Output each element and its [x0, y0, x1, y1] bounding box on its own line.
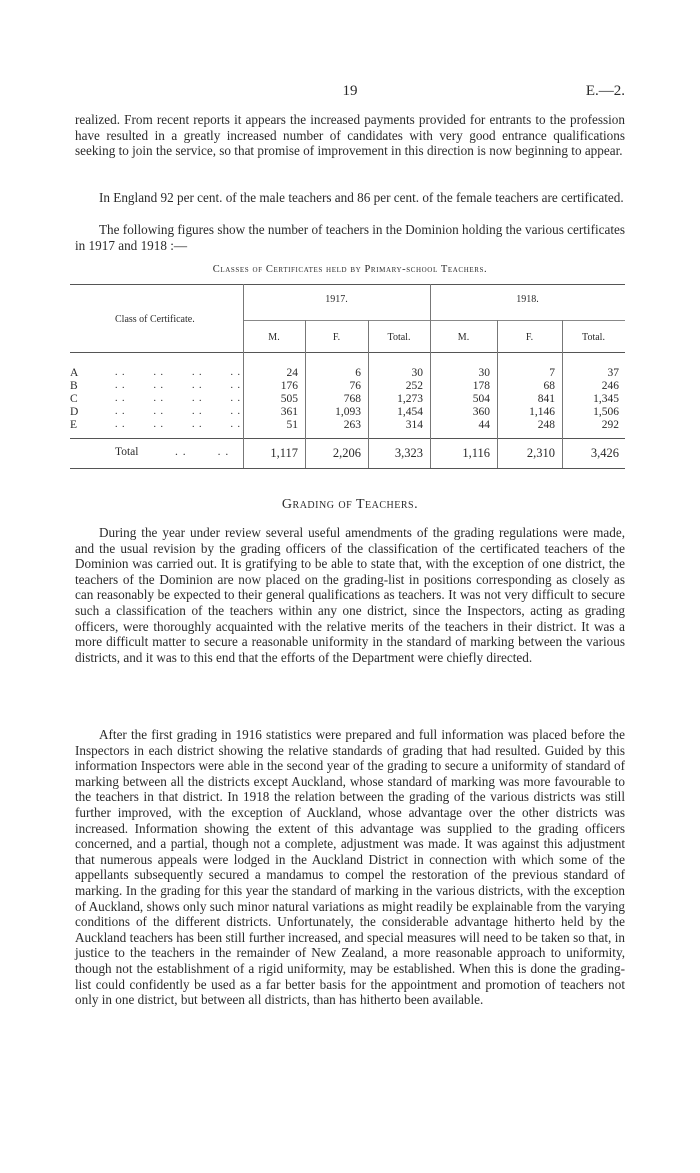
col-m-1917: M. [268, 332, 280, 343]
paragraph-2: In England 92 per cent. of the male teachers and 86 per cent. of the female teachers are certificated. [99, 190, 624, 205]
year-1917-header: 1917. [325, 294, 348, 305]
year-1918-header: 1918. [516, 294, 539, 305]
total-leader-dots: . . . . [175, 446, 230, 458]
total-total-1918: 3,426 [590, 446, 619, 460]
table-cell-t17: 30 [411, 367, 423, 379]
page-number: 19 [342, 83, 358, 99]
table-cell-m18: 44 [478, 419, 490, 431]
row-class-label: C [70, 393, 78, 405]
total-m-1918: 1,116 [462, 446, 490, 460]
table-cell-t17: 1,273 [397, 393, 423, 405]
section-heading: Grading of Teachers. [281, 497, 419, 512]
table-cell-f18: 7 [549, 367, 555, 379]
total-total-1917: 3,323 [394, 446, 423, 460]
col-total-1918: Total. [582, 332, 605, 343]
col-f-1918: F. [525, 332, 534, 343]
table-caption: Classes of Certificates held by Primary-school Teachers. [212, 264, 488, 275]
table-cell-t17: 314 [405, 419, 423, 431]
table-cell-t18: 292 [601, 419, 619, 431]
table-cell-f17: 768 [343, 393, 361, 405]
total-f-1918: 2,310 [526, 446, 555, 460]
page-header [75, 83, 625, 103]
class-of-certificate-header: Class of Certificate. [115, 314, 195, 325]
document-reference: E.—2. [585, 83, 625, 99]
total-f-1917: 2,206 [332, 446, 361, 460]
table-cell-m18: 30 [478, 367, 490, 379]
row-class-label: D [70, 406, 79, 418]
table-cell-t17: 1,454 [397, 406, 423, 418]
col-f-1917: F. [332, 332, 341, 343]
table-cell-f18: 1,146 [529, 406, 555, 418]
table-cell-f18: 68 [543, 380, 555, 392]
row-class-label: B [70, 380, 78, 392]
total-m-1917: 1,117 [270, 446, 298, 460]
table-cell-m17: 24 [286, 367, 298, 379]
table-cell-f17: 76 [349, 380, 361, 392]
row-leader-dots: . . . . . . . . [115, 406, 241, 417]
table-cell-f18: 841 [537, 393, 555, 405]
row-leader-dots: . . . . . . . . [115, 367, 241, 378]
table-cell-m17: 361 [280, 406, 298, 418]
table-cell-m18: 504 [472, 393, 490, 405]
col-total-1917: Total. [387, 332, 411, 343]
row-leader-dots: . . . . . . . . [115, 380, 241, 391]
row-class-label: A [70, 367, 79, 379]
col-m-1918: M. [457, 332, 470, 343]
table-cell-t17: 252 [405, 380, 423, 392]
row-leader-dots: . . . . . . . . [115, 419, 241, 430]
table-cell-t18: 37 [607, 367, 619, 379]
table-cell-f17: 263 [343, 419, 361, 431]
paragraph-3: The following figures show the number of teachers in the Dominion holding the various certificates in 1917 and 1918 :— [75, 222, 625, 253]
table-cell-t18: 1,506 [593, 406, 619, 418]
total-label: Total [115, 446, 139, 458]
table-cell-m17: 505 [280, 393, 298, 405]
paragraph-1: realized. From recent reports it appears the increased payments provided for entrants to the profession have resulted in a greatly increased number of candidates with very good entrance qualifications seeking to join the service, so that promise of improvement in this direction is now beginning to appear. [75, 112, 625, 159]
paragraph-5: After the first grading in 1916 statistics were prepared and full information was placed before the Inspectors in each district showing the relative standards of grading that had resulted. Guided by this information Inspectors were able in the second year of the grading to secure a uniformity of standard of marking between all the districts except Auckland, whose standard of marking was more favourable to the teachers in that district. In 1918 the relation between the grading of the various districts was still further improved, with the exception of Auckland, whose advantage over the other districts was increased. Information showing the extent of this advantage was supplied to the grading officers concerned, and a partial, though not a complete, adjustment was made. It was against this adjustment that numerous appeals were lodged in the Auckland District in connection with which some of the appellants subsequently secured a mandamus to compel the restoration of the previous standard of marking. In the grading for this year the standard of marking in the various districts, with the exception of Auckland, shows only such minor natural variations as might readily be explainable from the varying conditions of the different districts. Unfortunately, the considerable advantage hitherto held by the Auckland teachers has been still further increased, and special measures will need to be taken so that, in justice to the teachers in the remainder of New Zealand, a more reasonable approach to uniformity, though not the establishment of a rigid uniformity, may be established. When this is done the grading-list could confidently be used as a far better basis for the appointment and promotion of teachers not only in one district, but between all districts, than has hitherto been available. [75, 727, 625, 1008]
table-cell-f18: 248 [537, 419, 555, 431]
table-cell-m17: 51 [286, 419, 298, 431]
row-class-label: E [70, 419, 78, 431]
table-cell-f17: 1,093 [335, 406, 361, 418]
row-leader-dots: . . . . . . . . [115, 393, 241, 404]
table-cell-m18: 178 [472, 380, 490, 392]
paragraph-4: During the year under review several useful amendments of the grading regulations were made, and the usual revision by the grading officers of the classification of the certificated teachers of the Dominion was carried out. It is gratifying to be able to state that, with the exception of one district, the teachers of the Dominion are now placed on the grading-list in positions corresponding as closely as can reasonably be expected to their general qualifications as teachers. It was not very difficult to secure such a classification of the teachers within any one district, since the Inspectors, acting as grading officers, were thoroughly acquainted with the relative merits of the teachers in their district. It was a more difficult matter to secure a reasonable uniformity in the standard of marking between the various districts, and it was to this end that the efforts of the Department were chiefly directed. [75, 525, 625, 665]
table-cell-f17: 6 [355, 367, 361, 379]
table-cell-m18: 360 [472, 406, 490, 418]
table-cell-m17: 176 [280, 380, 298, 392]
table-cell-t18: 1,345 [593, 393, 619, 405]
table-cell-t18: 246 [601, 380, 619, 392]
